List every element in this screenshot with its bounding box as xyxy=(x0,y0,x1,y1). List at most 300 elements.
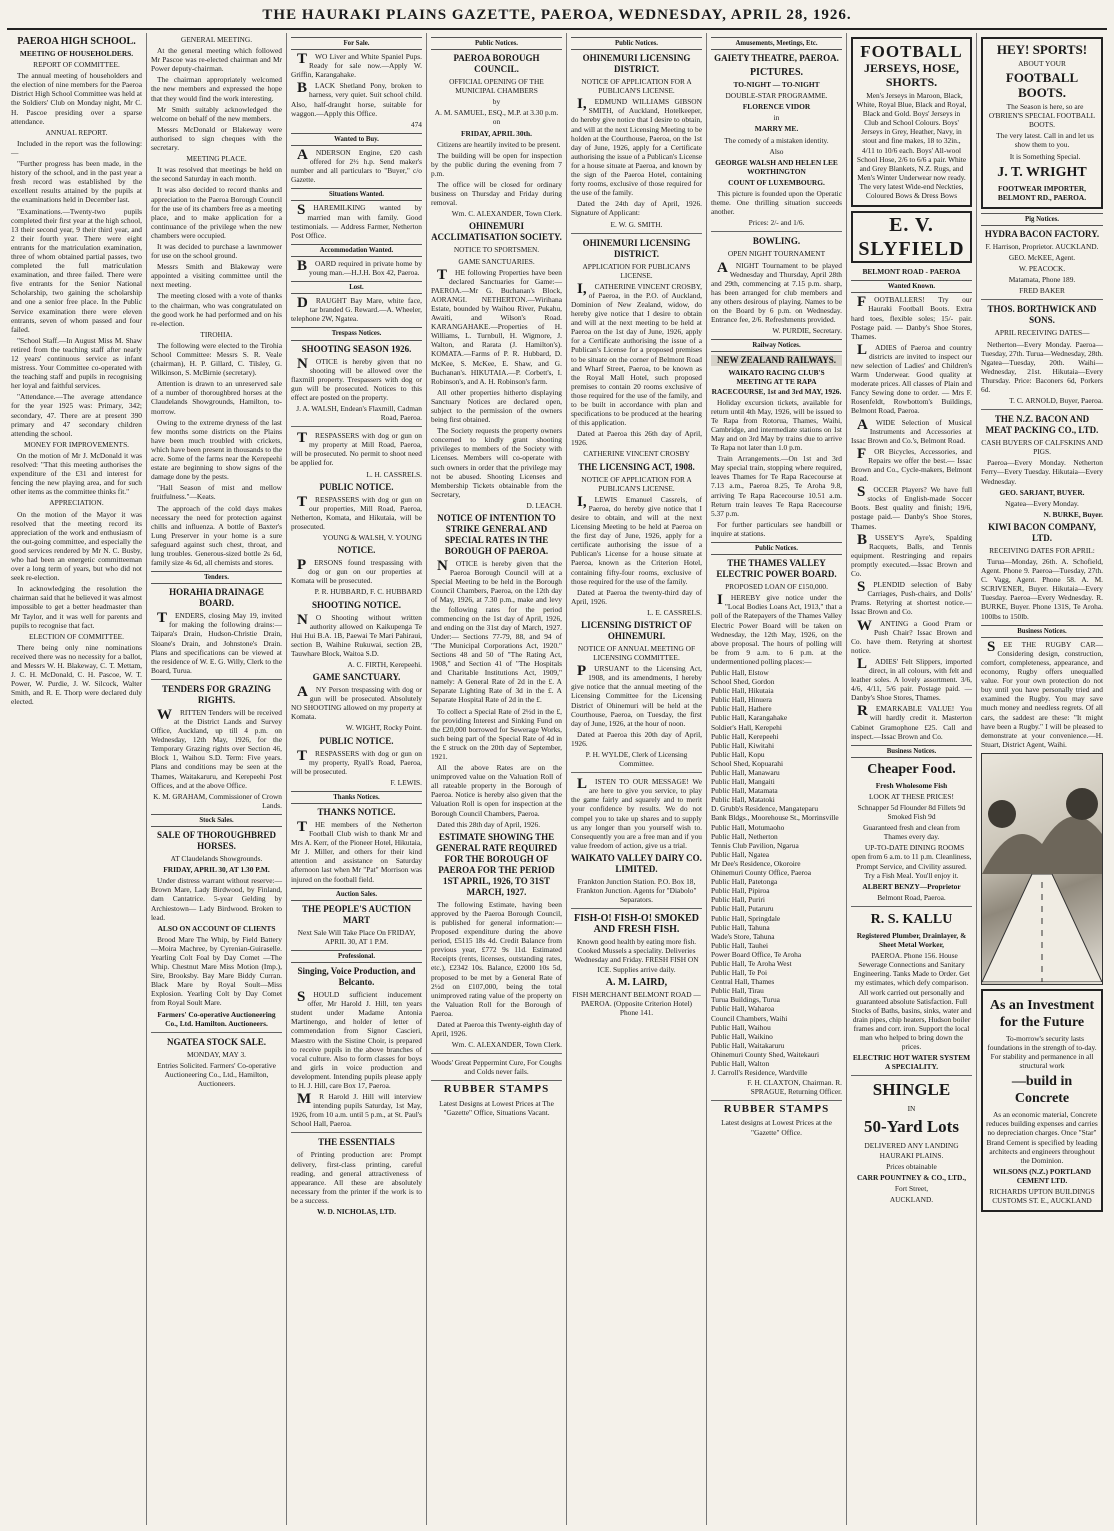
category-heading: Business Notices. xyxy=(851,745,972,758)
ad-text: Also xyxy=(769,146,784,156)
polling-place: Public Hall, Elstow xyxy=(711,667,769,677)
paragraph: At the general meeting which followed Mr Pascoe was re-elected chairman and Mr Power deputy-chairman. xyxy=(151,46,282,74)
paragraph: "Attendance.—The average attendance for the year 1925 was: Primary, 342; secondary, 47. There are at present 390 primary and 47 secondary children attending the school. xyxy=(11,392,142,438)
ad-signature: GEO. SARJANT, BUYER. xyxy=(999,487,1085,497)
paragraph: I,EDMUND WILLIAMS GIBSON SMITH, of Auckland, Hotelkeeper, do hereby give notice that I desire to obtain, and will at the next Licensing Meeting to be holden at the Courthouse, Paeroa, on the 1st day of June, 1926, apply for a Certificate authorising the issue of a Publican's License for a house situate at Paeroa, and known by the sign of the Paeroa Hotel, containing forty rooms, exclusive of those required for the use of the family. xyxy=(571,96,702,198)
category-heading: Accommodation Wanted. xyxy=(291,244,422,257)
notice-body: NO Shooting without written authority allowed on Kaikupenga Te Hui Hui B.A. 1B, Paewai Te Mari Pahiraui, section B, Waihine Rukuwai, section 2B, Tauwhare Block, Waitoa S.D. xyxy=(291,611,422,658)
polling-place: Public Hall, Waihou xyxy=(711,1022,771,1032)
polling-place: School Shed, Gordon xyxy=(711,677,775,687)
paragraph: NOTICE is hereby given that the Paeroa Borough Council will at a Special Meeting to be held in the Borough Council Chambers, Paeroa, on the 12th day of May, 1926, at 7.30 p.m., make and levy the following rates for the period commencing on the 1st day of April, 1926, and ending on the 31st day of March, 1927. Under:— Sections 77-79, 88, and 94 of "The Municipal Corporations Act, 1920." Sections 48 and 50 of "The Rating Act, 1908," and Section 41 of "The Hospitals and Charitable Institutions Act, 1909," namely: A General Rate of 2d in the £. A Separate Lighting Rate of 3d in the £. A Separate Hospital Rate of 2d in the £. xyxy=(431,558,562,705)
polling-place: Public Hall, Te Aroha West xyxy=(711,958,792,968)
ad-body: WRITTEN Tenders will be received at the District Lands and Survey Office, Auckland, up till 4 p.m. on Wednesday, 12th May, 1926, for the Temporary Grazing rights over Section 46, Block 1, Waihou S.D. Term: Five years. Plans and conditions may be seen at the Thames, Waitakaruru, and Kerepeehi Post Offices, and at the above Office. xyxy=(151,706,282,790)
ad-body: Latest Designs at Lowest Prices at The "Gazette" Office, Situations Vacant. xyxy=(439,1098,554,1117)
paragraph: The chairman appropriately welcomed the new members and expressed the hope that they would find the work interesting. xyxy=(151,75,282,103)
polling-place: J. Carroll's Residence, Wardville xyxy=(711,1068,808,1078)
polling-place: Public Hall, Motumaoho xyxy=(711,822,785,832)
ad-title: HYDRA BACON FACTORY. xyxy=(984,228,1100,239)
ad-date: MONDAY, MAY 3. xyxy=(186,1049,246,1059)
notice-body: ANY Person trespassing with dog or gun will be prosecuted. Absolutely NO SHOOTING allowed on my property at Komata. xyxy=(291,684,422,722)
ad-body: Turua—Monday, 26th. A. Schofield, Agent. Phone 9. Paeroa—Tuesday, 27th. C. Vagg, Agent. Phone 58. A. M. SCRIVENER, Buyer. Hikutaia—Every Tuesday. Paeroa—Every Wednesday. R. BURKE, Buyer. Phone 131S, Te Aroha. 100lbs to 150lb. xyxy=(981,557,1103,621)
ad-body: TENDERS, closing May 19, invited for making the following drains:— Taipara's Drain, Hudson-Christie Drain, Sloane's Drain, and Johnstone's Drain. Plans and specifications can be viewed at the residence of W. E. G. Willy, Clerk to the Board, Turua. xyxy=(151,610,282,675)
classified-ad: AWIDE Selection of Musical Instruments and Accessories at Issac Brown and Co.'s, Belmont Road. xyxy=(851,416,972,445)
ad-body: It is Something Special. xyxy=(1009,151,1081,161)
polling-place: Public Hall, Puriri xyxy=(711,895,765,905)
signature: CATHERINE VINCENT CROSBY xyxy=(583,449,690,459)
polling-place: Public Hall, Putaruru xyxy=(711,904,774,914)
polling-place: Power Board Office, Te Aroha xyxy=(711,949,802,959)
paragraph: On the motion of Mr J. McDonald it was resolved: "That this meeting authorises the expenditure of the £31 and interest for fencing the new playing area, and for such other items as the committee thinks fit." xyxy=(11,450,142,497)
ad-title: NOTICE. xyxy=(337,545,376,556)
ad-text: Guaranteed fresh and clean from Thames every day. xyxy=(863,823,960,842)
ad-body: SHOULD sufficient inducement offer, Mr Harold J. Hill, ten years student under Madame Antonia Martinengo, and holder of letter of commendation from Signor Cascieri, Maestro with the Sistine Choir, is prepared to receive pupils in the above branches of vocal culture. Also to form classes for boys and girls in voice production and development. Intending pupils please apply to H. J. Hill, care Box 17, Paeroa. xyxy=(291,989,422,1090)
polling-place: Public Hall, Netherton xyxy=(711,831,778,841)
polling-place: Public Hall, Hathere xyxy=(711,704,772,714)
paragraph: In acknowledging the resolution the chairman said that he believed it was almost impossible to get a better headmaster than Mr Taylor, and it was well for parents and pupils to recognise that fact. xyxy=(11,584,142,630)
polling-place: Ohinemuri County Office, Paeroa xyxy=(711,868,812,878)
ad-subtitle: RECEIVING DATES FOR APRIL: xyxy=(989,545,1095,555)
ad-title: THANKS NOTICE. xyxy=(317,807,396,817)
polling-place: Mr Dee's Residence, Okoroire xyxy=(711,858,801,868)
ad-body: Frankton Junction Station. P.O. Box 18, Frankton Junction. Agents for "Diabolo" Separators. xyxy=(576,876,697,905)
section-heading: GENERAL MEETING. xyxy=(180,35,253,44)
notice-date: FRIDAY, APRIL 30th. xyxy=(461,128,532,138)
ad-body: of Printing production are: Prompt delivery, first-class printing, careful reading, and general attractiveness of appearance. All these are absolutely necessary from the printer if the work is to be a success. xyxy=(291,1150,422,1205)
paragraph: I,LEWIS Emanuel Cassrels, of Paeroa, do hereby give notice that I desire to obtain, and will at the next Licensing Meeting to be held at Paeroa on the first day of June, 1926, apply for a certificate authorising the issue of a Publican's License for a house situate at Paeroa, known as the Criterion Hotel, containing fifty-four rooms, exclusive of those required for the use of the family. xyxy=(571,493,702,586)
ad-subtitle: TO-NIGHT — TO-NIGHT xyxy=(733,80,820,90)
column-4 xyxy=(427,33,567,1525)
ad-signature: CARR POUNTNEY & CO., LTD., xyxy=(856,1172,967,1182)
divider xyxy=(571,772,702,773)
column-3 xyxy=(287,33,427,1525)
ad-date: FRIDAY, APRIL 30, AT 1.30 P.M. xyxy=(163,865,270,875)
paragraph: Citizens are heartily invited to be present. xyxy=(437,139,561,149)
signature: J. A. WALSH, Endean's Flaxmill, Cadman Road, Paeroa. xyxy=(296,404,422,423)
ad-text: The comedy of a mistaken identity. xyxy=(724,135,829,145)
paragraph: Dated at Paeroa this 20th day of April, 1926. xyxy=(571,729,702,748)
ad-title: FOOTBALL xyxy=(860,42,963,61)
paragraph: The Society requests the property owners concerned to kindly grant shooting privileges to members of the Society with Licenses. Members will co-operate with such owners in order that the privilege may not be abused. Shooting Licenses and Membership Tickets obtainable from the Secretary, xyxy=(431,426,562,499)
polling-place: Public Hall, Matatoki xyxy=(711,795,775,805)
ad-body: FISH MERCHANT BELMONT ROAD — PAEROA. (Opposite Criterion Hotel) Phone 141. xyxy=(572,989,701,1017)
notice-title: PAEROA BOROUGH COUNCIL. xyxy=(453,53,540,75)
ad-body: Latest designs at Lowest Prices at the "Gazette" Office. xyxy=(721,1118,832,1137)
ad-subtitle: JERSEYS, HOSE, SHORTS. xyxy=(863,61,960,89)
ad-body: Paeroa—Every Monday. Netherton Ferry—Every Tuesday. Hikutaia—Every Wednesday. xyxy=(981,458,1103,486)
classified-ad: SPLENDID selection of Baby Carriages, Push-chairs, and Dolls' Prams. Retyring at shortest notice.—Issac Brown and Co. xyxy=(851,579,972,617)
classified-ad: LADIES' Felt Slippers, imported direct, in all colours, with felt and leather soles. A lovely assortment. 3/6, 4/6, 4/11, 5/6 pair. Postage paid. — Danby's Shoe Stores, Thames. xyxy=(851,655,972,703)
polling-place: D. Grubb's Residence, Mangateparu xyxy=(711,804,819,814)
category-heading: Situations Wanted. xyxy=(291,188,422,201)
road-illustration xyxy=(981,753,1103,985)
category-heading: Amusements, Meetings, Etc. xyxy=(711,37,842,50)
paragraph: IHEREBY give notice under the "Local Bodies Loans Act, 1913," that a poll of the Ratepayers of the Thames Valley Electric Power Board will be taken on Wednesday, the 12th May, 1926, on the above proposal. The hours of polling will be from 9 a.m. to 6 p.m. at the undermentioned polling places:— xyxy=(711,592,842,666)
article-title: PAEROA HIGH SCHOOL. xyxy=(17,36,136,47)
ad-title: As an Investment for the Future xyxy=(989,997,1095,1030)
paragraph: The following Estimate, having been approved by the Paeroa Borough Council, is published for general information:— Proposed expenditure during the above period, £5115 18s 4d. Credit Balance from previous year, £772 9s 11d. Estimated Receipts (rents, licenses, outstanding rates, etc.), £2342 10s. Balance, £2000 10s 5d, proposed to be met by a General Rate of 2½d on £107,000, being the total unimproved rating value of the property on the Valuation Roll for the Borough of Paeroa. xyxy=(431,899,562,1018)
section-heading: ANNUAL REPORT. xyxy=(45,127,108,137)
ad-body: Known good health by eating more fish. Cooked Mussels a speciality. Deliveries Wednesday and Friday. FRESH FISH ON ICE. Supplies arrive daily. xyxy=(574,937,699,974)
signature: F. LEWIS. xyxy=(390,777,422,787)
section-heading: MONEY FOR IMPROVEMENTS. xyxy=(23,439,130,449)
polling-place: Public Hall, Waharoa xyxy=(711,1004,775,1014)
signature: P. H. WYLDE, Clerk of Licensing Committee. xyxy=(585,750,688,769)
polling-place: Public Hall, Kerepeehi xyxy=(711,731,779,741)
paragraph: Holiday excursion tickets, available for return until 4th May, 1926, will be issued to Te Rapa from Rotorua, Thames, Waihi, Cambridge, and intermediate stations on 1st May and on 3rd May by trains due to arrive Te Rapa not later than 1.0 p.m. xyxy=(711,397,842,453)
newspaper-page xyxy=(7,2,1107,1527)
ad-title: SHINGLE xyxy=(872,1080,951,1100)
classified-ad: BLACK Shetland Pony, broken to harness, very quiet. Suit school child. Also, half-draught horse, suitable for waggon.—Apply this Office. xyxy=(291,80,422,118)
divider xyxy=(981,299,1103,300)
ad-title: SALE OF THOROUGHBRED HORSES. xyxy=(156,830,277,852)
signature: Farmers' Co-operative Auctioneering Co., Ltd. Hamilton. Auctioneers. xyxy=(157,1009,276,1028)
polling-place: Central Hall, Thames xyxy=(711,977,775,987)
ad-signature: WILSONS (N.Z.) PORTLAND CEMENT LTD. xyxy=(992,1166,1092,1185)
signature: W. WIGHT, Rocky Point. xyxy=(345,723,422,733)
ad-address: RICHARDS UPTON BUILDINGS CUSTOMS ST. E., AUCKLAND xyxy=(989,1187,1095,1206)
paragraph: To collect a Special Rate of 2½d in the £, for providing Interest and Sinking Fund on the £20,000 borrowed for Sewerage Works, such being part of the Special Rate of 4d in the £ struck on the 20th day of September, 1921. xyxy=(431,706,562,761)
paragraph: Train Arrangements.—On 1st and 3rd May special train, stopping where required, leaves Thames for Te Rapa Racecourse at 7.13 a.m., Paeroa 8.25, Te Aroha 9.8, arriving Te Rapa Racecourse 10.51 a.m. Return train leaves Te Rapa Racecourse 5.37 p.m. xyxy=(711,454,842,518)
notice-body: TRESPASSERS with dog or gun on our properties, Mill Road, Paeroa, Netherton, Komata, and Hikutaia, will be prosecuted. xyxy=(291,493,422,531)
brand-address: BELMONT ROAD - PAEROA xyxy=(862,267,961,277)
ad-subtitle: WAIKATO RACING CLUB'S MEETING AT TE RAPA RACECOURSE, 1st and 3rd MAY, 1926. xyxy=(711,368,842,396)
polling-place: School Shed, Kopuarahi xyxy=(711,758,784,768)
ad-text: GEO. McKEE, Agent. xyxy=(1008,253,1076,263)
notice-body: THE members of the Netherton Football Club wish to thank Mr and Mrs A. Kerr, of the Pioneer Hotel, Hikutaia, Mr J. Miller, and others for their kind attention and assistance on Saturday afternoon last when Mr "Pat" Morrison was injured on the football field. xyxy=(291,819,422,884)
ad-body: PAEROA. Phone 156. House Sewerage Connections and Sanitary Engineering. Tanks Made to Order. Get my estimates, which defy comparison. All work carried out personally and guaranteed absolute Satisfaction. Full Stocks of Baths, basins, sinks, water and drain pipes, chip heaters, Hudson boiler frames and corr. iron. Support the local man who helped to bring down the prices. xyxy=(851,951,972,1052)
paragraph: THE following Properties have been declared Sanctuaries for Game:— PAEROA.—Mr G. Buchanan's Block, AORANGI. NETHERTON.—Wirihana Estate, bounded by Waihou River, Pukahu, Awaiti, and Wilson's Road. KARANGAHAKE.—Properties of H. Williams, L. Turnbull, H. Wigmore, J. Walton, and Rarata (J. Hamilton's). KOMATA.—Farms of P. R. Hubbard, D. McKee, S. McKee, E. Shaw, and G. Buchanan's. HIKUTAIA.—P. Corbett's, I. Robinson's, and A. H. Robinson's farm. xyxy=(431,266,562,386)
notice-body: PERSONS found trespassing with dog or gun on our properties at Komata will be prosecuted. xyxy=(291,557,422,586)
paragraph: Dated at Paeroa the twenty-third day of April, 1926. xyxy=(571,587,702,606)
column-6 xyxy=(707,33,847,1525)
ad-title: THE N.Z. BACON AND MEAT PACKING CO., LTD. xyxy=(985,414,1099,436)
ad-title: —build in Concrete xyxy=(1011,1074,1073,1107)
divider xyxy=(571,233,702,234)
category-heading: Public Notices. xyxy=(571,37,702,50)
ad-body: MR Harold J. Hill will interview intending pupils Saturday, 1st May, 1926, from 10 a.m. until 5 p.m., at St. Paul's School Hall, Paeroa. xyxy=(291,1091,422,1129)
paragraph: There being only nine nominations received there was no necessity for a ballot, and Messrs W. H. Blakeway, C. T. Mettam, J. C. H. McDonald, C. H. Pascoe, W. T. Power, W. Purdie, J. W. Silcock, Walter Smith, and R. E. Thorp were declared duly elected. xyxy=(11,642,142,707)
film-star: FLORENCE VIDOR xyxy=(742,102,811,112)
category-heading: Stock Sales. xyxy=(151,814,282,827)
ad-body: The Season is here, so are O'BRIEN'S SPECIAL FOOTBALL BOOTS. xyxy=(988,102,1096,130)
ad-text: FRED BAKER xyxy=(1019,286,1065,296)
polling-place: Public Hall, Tauhei xyxy=(711,940,769,950)
column-8 xyxy=(977,33,1107,1525)
notice-text: by xyxy=(492,97,501,107)
paragraph: Mr Smith suitably acknowledged the welcome on behalf of the new members. xyxy=(151,104,282,123)
signature: A. C. FIRTH, Kerepeehi. xyxy=(347,659,422,669)
classified-ad: SOCCER Players? We have full stocks of English-made Soccer Boots. Best quality and finish; 19/6, postage paid.— Danby's Shoe Stores, Thames. xyxy=(851,484,972,531)
ad-title: Cheaper Food. xyxy=(867,761,956,777)
ad-subtitle: DOUBLE-STAR PROGRAMME. xyxy=(725,91,828,101)
ad-text: F. Harrison, Proprietor. AUCKLAND. xyxy=(985,241,1099,251)
section-heading: TIROHIA. xyxy=(200,329,233,339)
signature: Wm. C. ALEXANDER, Town Clerk. xyxy=(451,209,562,219)
polling-place: Bank Bldgs., Moorehouse St., Morrinsville xyxy=(711,813,839,823)
notice-subtitle: GAME SANCTUARIES. xyxy=(458,256,535,266)
category-heading: Lost. xyxy=(291,281,422,294)
divider xyxy=(571,908,702,909)
category-heading: Public Notices. xyxy=(711,542,842,555)
section-heading: ELECTION OF COMMITTEE. xyxy=(28,631,125,641)
category-heading: Wanted Known. xyxy=(851,280,972,293)
notice-title: OHINEMURI ACCLIMATISATION SOCIETY. xyxy=(431,221,562,243)
paragraph: "Further progress has been made, in the history of the school, and in the past year a fresh record was established by the excellent results attained by the pupils at the examinations held in December last. xyxy=(11,159,142,205)
ad-address: AUCKLAND. xyxy=(889,1194,934,1204)
ad-title: A. M. LAIRD, xyxy=(605,976,668,988)
notice-subtitle: NOTICE TO SPORTSMEN. xyxy=(453,245,540,255)
ad-signature: N. BURKE, Buyer. xyxy=(1043,509,1103,519)
ad-title: THOS. BORTHWICK AND SONS. xyxy=(987,304,1097,326)
notice-subtitle: NOTICE OF APPLICATION FOR A PUBLICAN'S LICENSE. xyxy=(581,77,692,96)
ad-body: To-morrow's security lasts foundations in the strength of to-day. For stability and permanence in all structural work xyxy=(987,1033,1097,1071)
ad-title: PUBLIC NOTICE. xyxy=(319,481,394,492)
classified-ad: FOOTBALLERS! Try our Hauraki Football Boots. Extra hard toes, flexible soles; 15/- pair. Postage paid. — Danby's Shoe Stores, Thames. xyxy=(851,294,972,341)
sports-ad xyxy=(981,37,1103,209)
road-scene-image xyxy=(982,754,1102,982)
ad-number: 474 xyxy=(410,119,422,129)
column-7 xyxy=(847,33,977,1525)
classified-ad: LADIES of Paeroa and country districts are invited to inspect our new selection of Ladies' and Children's Warm Underwear. Good quality at moderate prices. All classes of Plain and Fancy Sewing done to order. — Mrs F. Rosenfeldt, Rowbottom's Buildings, Belmont Road, Paeroa. xyxy=(851,341,972,416)
ad-body: Brood Mare The Whip, by Field Battery—Moira Machree, by Cyrenian-Guiraselle. Yearling Colt Foal by Day Comet —The Whip. Chestnut Mare Miss Motion (Imp.), Sire, Brooksby. Bay Mare Biddy Curran. Black Mare by Royal Soult—Miss Explosion. Yearling Colt by Day Comet from Royal Soult Mare. xyxy=(151,934,282,1008)
ad-text: Ngatea—Every Monday. xyxy=(1005,498,1079,508)
ad-subtitle: CASH BUYERS OF CALFSKINS AND PIGS. xyxy=(981,438,1103,457)
ad-title: SHOOTING NOTICE. xyxy=(311,599,402,610)
masthead: THE HAURAKI PLAINS GAZETTE, PAEROA, WEDNESDAY, APRIL 28, 1926. xyxy=(7,2,1107,30)
ad-body: Woods' Great Peppermint Cure, For Coughs and Colds never fails. xyxy=(431,1058,562,1077)
paragraph: Owing to the extreme dryness of the last few months some districts on the Plains have been much troubled with crickets, which have been present in thousands to the acre. Some of the farms near the Kerepeehi estate are beginning to show signs of the damage done by the pests. xyxy=(151,417,282,482)
polling-place: Public Hall, Mangaiti xyxy=(711,777,775,787)
paragraph: I,CATHERINE VINCENT CROSBY, of Paeroa, in the P.O. of Auckland, Dominion of New Zealand, widow, do hereby give notice that I desire to obtain and will at the next meeting to be held at Paeroa on the 1st day of June, 1926, apply for a Certificate authorising the issue of a Publican's License for a proposed premises to be situate on the corner of Belmont Road and Wharf Street, Paeroa, to be known as the Royal Mall Hotel, such proposed premises to contain 20 rooms exclusive of those required for the use of the family, and to be built in accordance with plan and specifications to be produced at the hearing of this application. xyxy=(571,280,702,428)
ad-subtitle: AT Claudelands Showgrounds. xyxy=(170,854,263,864)
category-heading: Professional. xyxy=(291,950,422,963)
polling-place: Public Hall, Tirau xyxy=(711,986,764,996)
notice-title: NOTICE OF INTENTION TO STRIKE GENERAL AND SPECIAL RATES IN THE BOROUGH OF PAEROA. xyxy=(437,513,556,557)
ad-body: Under distress warrant without reserve:— Brown Mare, Lady Birdwood, by Finland, dam Cantatrice. 5-year Gelding by Archiestown— Lady Birdwood. Broken to lead. xyxy=(151,876,282,922)
classified-ad: FOR Bicycles, Accessories, and Repairs we offer the best.— Issac Brown and Co., Cycle-makers, Belmont Road. xyxy=(851,445,972,484)
ad-body: Entries Solicited. Farmers' Co-operative Auctioneering Co., Ltd., Hamilton, Auctioneers. xyxy=(157,1060,276,1088)
concrete-ad xyxy=(981,989,1103,1212)
classified-ad: REMARKABLE VALUE! You will hardly credit it. Masterton Cabinet Gramophone £25. Call and inspect.—Issac Brown and Co. xyxy=(851,703,972,741)
divider xyxy=(711,1100,842,1101)
divider xyxy=(851,1075,972,1076)
ad-address: Belmont Road, Paeroa. xyxy=(877,892,946,902)
signature: D. LEACH. xyxy=(526,500,562,510)
notice-title: OHINEMURI LICENSING DISTRICT. xyxy=(582,53,691,75)
polling-place: Public Hall, Waitakaruru xyxy=(711,1040,785,1050)
ad-text: Matamata, Phone 189. xyxy=(1008,275,1076,285)
ad-title: R. S. KALLU xyxy=(870,911,953,927)
paragraph: It was decided to purchase a lawnmower for use on the school ground. xyxy=(151,241,282,261)
ad-title: 50-Yard Lots xyxy=(864,1117,959,1137)
signature: W. PURDIE, Secretary. xyxy=(772,326,842,336)
notice-subtitle: PROPOSED LOAN OF £150,000. xyxy=(725,582,828,592)
signature: F. H. CLAXTON, Chairman. R. SPRAGUE, Returning Officer. xyxy=(747,1078,842,1097)
classified-ad: ANDERSON Engine, £20 cash offered for 2½ h.p. Send maker's number and all particulars to "Buyer," c/o Gazette. xyxy=(291,146,422,185)
paragraph: It was resolved that meetings be held on the second Saturday in each month. xyxy=(151,165,282,184)
ad-title: RUBBER STAMPS xyxy=(723,1103,830,1116)
film-star: GEORGE WALSH AND HELEN LEE WORTHINGTON xyxy=(715,157,838,176)
notice-title: OHINEMURI LICENSING DISTRICT. xyxy=(582,237,691,259)
signature: YOUNG & WALSH, V. YOUNG xyxy=(322,533,422,543)
paragraph: On the motion of the Mayor it was resolved that the meeting record its appreciation of the work and enthusiasm of the out-going committee, and especially the good services rendered by Mr N. C. Busby, who had been an energetic committeeman over a long term of years, but who did not seek re-election. xyxy=(11,509,142,583)
polling-place: Public Hall, Tahuna xyxy=(711,922,770,932)
ad-body: Next Sale Will Take Place On FRIDAY, APRIL 30, AT 1 P.M. xyxy=(297,927,416,946)
notice-subtitle: NOTICE OF ANNUAL MEETING OF LICENSING COMMITTEE. xyxy=(577,643,696,663)
section-heading: MEETING PLACE. xyxy=(186,154,247,164)
paragraph: Dated at Paeroa this 26th day of April, 1926. xyxy=(571,429,702,448)
category-heading: Pig Notices. xyxy=(981,213,1103,226)
brand-name: E. V. SLYFIELD xyxy=(851,211,972,263)
paragraph: All other properties hitherto displaying Sanctuary Notices are declared open, subject to the permission of the owners being first obtained. xyxy=(431,387,562,425)
category-heading: Business Notices. xyxy=(981,625,1103,638)
ad-body: The very latest. Call in and let us show them to you. xyxy=(996,131,1094,150)
football-ad xyxy=(851,37,972,207)
paragraph: "Hall Season of mist and mellow fruitfulness."—Keats. xyxy=(151,483,282,502)
ad-text: LOOK AT THESE PRICES! xyxy=(869,791,954,801)
film-title: MARRY ME. xyxy=(754,124,799,134)
signature: L. H. CASSRELS. xyxy=(366,469,422,479)
ad-title: Singing, Voice Production, and Belcanto. xyxy=(297,966,416,988)
ad-title: THE PEOPLE'S AUCTION MART xyxy=(301,903,412,925)
ad-subtitle: Fresh Wholesome Fish xyxy=(875,780,948,790)
ad-title: FISH-O! FISH-O! SMOKED AND FRESH FISH. xyxy=(573,913,699,936)
classified-ad: BOARD required in private home by young man.—H.J.H. Box 42, Paeroa. xyxy=(297,257,422,277)
ad-subtitle: Registered Plumber, Drainlayer, & Sheet Metal Worker, xyxy=(856,930,967,950)
column-2 xyxy=(147,33,287,1525)
notice-title: ESTIMATE SHOWING THE GENERAL RATE REQUIRED FOR THE BOROUGH OF PAEROA FOR THE PERIOD 1ST APRIL, 1926, TO 31ST MARCH, 1927. xyxy=(435,831,558,897)
notice-subtitle: NOTICE OF APPLICATION FOR A PUBLICAN'S LICENSE. xyxy=(581,474,692,493)
category-heading: Trespass Notices. xyxy=(291,327,422,340)
columns xyxy=(7,33,1107,1525)
paragraph: Included in the report was the following:— xyxy=(11,138,142,157)
polling-place: Tennis Club Pavilion, Ngarua xyxy=(711,840,799,850)
signature: P. R. HUBBARD, F. C. HUBBARD xyxy=(314,587,422,597)
polling-places-list xyxy=(711,668,842,1077)
ad-prices: Schnapper 5d Flounder 8d Fillets 9d Smoked Fish 9d xyxy=(857,803,966,822)
ad-text: W. PEACOCK. xyxy=(1018,264,1066,274)
classified-ad: BUSSEY'S Ayre's, Spalding Racquets, Balls, and Tennis equipment. Restringing and repairs promptly executed.—Issac Brown and Co. xyxy=(851,531,972,579)
notice-body: TRESPASSERS with dog or gun on my property at Mill Road, Paeroa, will be prosecuted. No permit to shoot need be applied for. xyxy=(291,430,422,468)
polling-place: Public Hall, Ngatea xyxy=(711,849,770,859)
classified-ad: SHAREMILKING wanted by married man with family. Good testimonials. — Address Farmer, Netherton Post Office. xyxy=(291,202,422,240)
ad-title: PICTURES. xyxy=(749,67,804,79)
ad-title: HEY! SPORTS! xyxy=(996,42,1088,57)
ad-title: PUBLIC NOTICE. xyxy=(319,735,394,746)
polling-place: Public Hall, Springdale xyxy=(711,913,781,923)
signature: K. M. GRAHAM, Commissioner of Crown Lands. xyxy=(153,791,282,810)
notice-title: THE THAMES VALLEY ELECTRIC POWER BOARD. xyxy=(716,558,837,580)
ad-title: FOOTBALL BOOTS. xyxy=(1005,70,1079,101)
divider xyxy=(711,231,842,232)
ad-title: GAIETY THEATRE, PAEROA. xyxy=(714,53,839,64)
notice-title: THE LICENSING ACT, 1908. xyxy=(578,461,695,472)
paragraph: Messrs Smith and Blakeway were appointed a visiting committee until the next meeting. xyxy=(151,262,282,290)
divider xyxy=(291,1132,422,1133)
ad-address: FOOTWEAR IMPORTER, BELMONT RD., PAEROA. xyxy=(997,183,1087,202)
polling-place: Public Hall, Karangahake xyxy=(711,713,788,723)
ad-title: HORAHIA DRAINAGE BOARD. xyxy=(169,587,264,609)
ad-text: in xyxy=(773,113,780,123)
polling-place: Public Hall, Waikino xyxy=(711,1031,773,1041)
paragraph: Dated at Paeroa this Twenty-eighth day of April, 1926. xyxy=(431,1019,562,1039)
notice-title: LICENSING DISTRICT OF OHINEMURI. xyxy=(581,619,692,641)
ad-text: IN xyxy=(907,1104,916,1114)
polling-place: Public Hall, Manawaru xyxy=(711,768,780,777)
column-1 xyxy=(7,33,147,1525)
polling-place: Ohinemuri County Shed, Waitekauri xyxy=(711,1049,820,1059)
polling-place: Public Hall, Walton xyxy=(711,1059,770,1068)
paragraph: The office will be closed for ordinary business on Thursday and Friday during removal. xyxy=(431,180,562,208)
divider xyxy=(431,1053,562,1054)
divider xyxy=(431,1080,562,1081)
paragraph: It was also decided to record thanks and appreciation to the Paeroa Borough Council for the use of its chambers free as a meeting place, and to make application for a continuance of the privilege when the new chambers were occupied. xyxy=(151,185,282,240)
ad-body: ANIGHT Tournament to be played Wednesday and Thursday, April 28th and 29th, commencing at 7.15 p.m. sharp, has been arranged for club members and any others desirous of playing. Names to be on the Board by 6 p.m. on Wednesday. Entrance fee, 2/6. Refreshments provided. xyxy=(711,259,842,325)
category-heading: Public Notices. xyxy=(431,37,562,50)
paragraph: The annual meeting of householders and the election of nine members for the Paeroa District High School Committee was held at the Soldiers' Club on Monday night, Mr C. H. Pascoe presiding over a sparse attendance. xyxy=(11,71,142,126)
signature: E. W. G. SMITH. xyxy=(610,219,663,229)
divider xyxy=(291,426,422,427)
ad-title: THE ESSENTIALS xyxy=(318,1137,395,1148)
ad-title: GAME SANCTUARY. xyxy=(312,672,401,683)
paragraph: All the above Rates are on the unimproved value on the Valuation Roll of all rateable property in the Borough of Paeroa. Notice is hereby also given that the Valuation Roll is open for inspection at the Borough Council Chambers, Paeroa. xyxy=(431,763,562,818)
polling-place: Public Hall, Pipiroa xyxy=(711,886,770,896)
paragraph: Messrs McDonald or Blakeway were authorised to sign cheques with the secretary. xyxy=(151,124,282,153)
category-heading: Railway Notices. xyxy=(711,339,842,352)
polling-place: Turua Buildings, Turua xyxy=(711,995,780,1005)
paragraph: The approach of the cold days makes necessary the need for protection against chills and influenza. A bottle of Baxter's Lung Preserver in your home is a sure safeguard against such chest, throat, and lung troubles. Generous-sized bottle 2s 6d, family size 4s 6d, all chemists and stores. xyxy=(151,503,282,568)
notice-text: A. M. SAMUEL, ESQ., M.P. at 3.30 p.m. on xyxy=(434,108,559,127)
ad-body: SEE THE RUGBY CAR—Considering design, construction, comfort, completeness, appearance, and economy, Rugby offers unequalled value. For your own protection do not buy until you have personally tried and examined the Rugby. You may save much money and needless regrets. Of all cars, the saddest are these: "It might have been a Rugby." I will be pleased to demonstrate at your convenience.—H. Stuart, District Agent, Waihi. xyxy=(981,638,1103,749)
ad-signature: J. T. WRIGHT xyxy=(997,164,1087,180)
paragraph: The meeting closed with a vote of thanks to the chairman, who was congratulated on the good work he had performed and on his re-election. xyxy=(151,291,282,328)
ad-title: KIWI BACON COMPANY, LTD. xyxy=(988,521,1096,543)
ad-text: This picture is founded upon the Operatic theme. One thrilling situation succeeds another. xyxy=(711,189,842,217)
ad-signature: T. C. ARNOLD, Buyer, Paeroa. xyxy=(1009,396,1103,406)
ad-subtitle: ALSO ON ACCOUNT OF CLIENTS xyxy=(157,923,276,933)
ad-text: DELIVERED ANY LANDING HAURAKI PLAINS. xyxy=(864,1141,959,1160)
polling-place: Public Hall, Matamata xyxy=(711,786,778,796)
ad-title: WAIKATO VALLEY DAIRY CO. LIMITED. xyxy=(571,852,702,874)
ad-subtitle: APRIL RECEIVING DATES— xyxy=(994,328,1090,338)
polling-place: Soldier's Hall, Kerepehi xyxy=(711,722,782,732)
ad-text: Prices obtainable xyxy=(886,1161,937,1171)
ad-address: Fort Street, xyxy=(894,1183,929,1193)
ad-title: BOWLING. xyxy=(752,236,801,247)
ad-text: UP-TO-DATE DINING ROOMS open from 6 a.m. to 11 p.m. Cleanliness, Prompt Service, and Civility assured. Try a Fish Meal. You'll enjoy it. xyxy=(851,843,972,880)
divider xyxy=(151,1032,282,1033)
film-title: COUNT OF LUXEMBOURG. xyxy=(728,177,825,187)
paragraph: PURSUANT to the Licensing Act, 1908, and its amendments, I hereby give notice that the annual meeting of the Licensing Committee for the Licensing District of Ohinemuri will be held at the Courthouse, Paeroa, on Tuesday, the first day of June, 1926, at the hour of noon. xyxy=(571,663,702,728)
polling-place: Council Chambers, Waihi xyxy=(711,1013,788,1023)
paragraph: "Examinations.—Twenty-two pupils completed their first year at the high school, 13 their second year, 9 their third year, and 2 their fourth year. There were eight entrants for the matriculation examination, three of whom obtained partial passes, two completed the full matriculation examination, and three failed. There were five entrants for the Senior National Scholarship, two gaining the scholarship and one a senior free place. In the Public Service examination there were eleven entrants, seven of whom passed and four failed. xyxy=(11,206,142,334)
paragraph: Dated the 24th day of April, 1926. Signature of Applicant: xyxy=(571,199,702,218)
category-heading: Thanks Notices. xyxy=(291,791,422,804)
polling-place: Public Hall, Hinuera xyxy=(711,695,772,705)
column-5 xyxy=(567,33,707,1525)
ad-price: Prices: 2/- and 1/6. xyxy=(748,218,805,228)
paragraph: The building will be open for inspection by the public during the evening from 7 p.m. xyxy=(431,150,562,178)
ad-title: NEW ZEALAND RAILWAYS. xyxy=(711,355,842,366)
polling-place: Public Hall, Te Poi xyxy=(711,968,768,978)
polling-place: Public Hall, Kiwitahi xyxy=(711,740,775,750)
signature: L. E. CASSRELS. xyxy=(647,607,702,617)
category-heading: Auction Sales. xyxy=(291,888,422,901)
polling-place: Public Hall, Kopu xyxy=(711,749,765,759)
ad-title: TENDERS FOR GRAZING RIGHTS. xyxy=(161,683,271,705)
ad-body: Netherton—Every Monday. Paeroa—Tuesday, 27th. Turua—Wednesday, 28th. Ngatea—Tuesday, 20th. Waihi—Wednesday, 21st. Hikutaia—Every Thursday. Price: Baconers 6d, Porkers 6d. xyxy=(981,339,1103,394)
ad-signature: ALBERT BENZY—Proprietor xyxy=(862,881,961,891)
